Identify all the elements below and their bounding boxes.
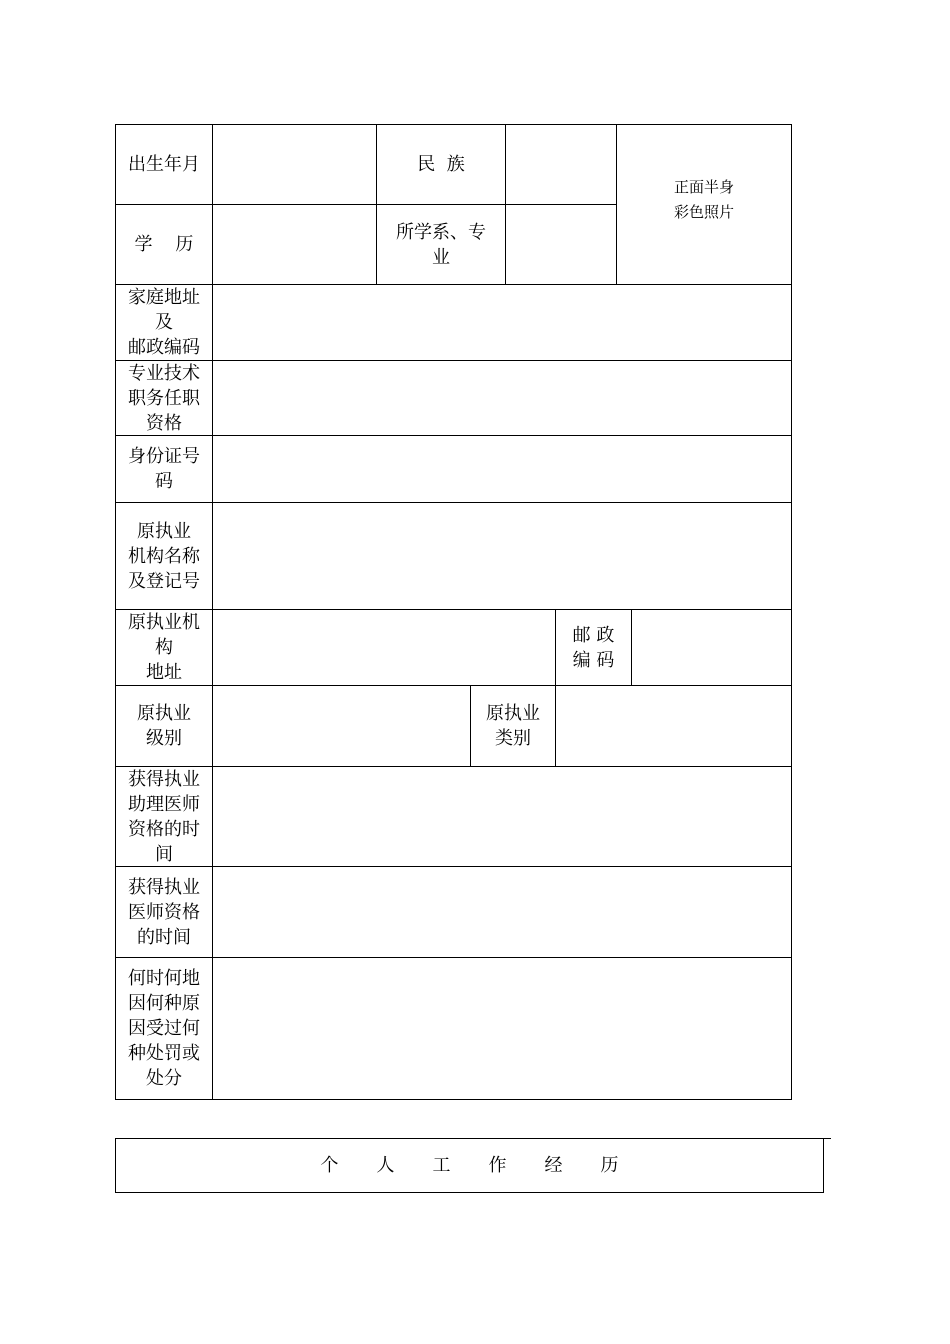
postal-code-label: 邮 政 编 码 bbox=[572, 624, 615, 671]
former-institution-field[interactable] bbox=[213, 503, 791, 609]
punishment-field[interactable] bbox=[213, 958, 791, 1099]
title-char: 工 bbox=[432, 1155, 451, 1176]
table-border-bottom bbox=[115, 1099, 792, 1100]
former-category-field[interactable] bbox=[556, 686, 791, 766]
title-char: 人 bbox=[376, 1155, 395, 1176]
physician-time-field[interactable] bbox=[213, 867, 791, 957]
former-address-field[interactable] bbox=[213, 610, 555, 685]
header-border-bottom bbox=[115, 1192, 824, 1193]
education-label: 学 历 bbox=[134, 234, 194, 255]
former-category-label: 原执业 类别 bbox=[486, 703, 540, 749]
education-field[interactable] bbox=[213, 205, 376, 284]
title-char: 个 bbox=[320, 1155, 339, 1176]
id-number-label: 身份证号 码 bbox=[128, 446, 200, 492]
punishment-label: 何时何地 因何种原 因受过何 种处罚或 处分 bbox=[128, 968, 200, 1089]
title-char: 作 bbox=[488, 1155, 507, 1176]
ethnicity-label: 民 族 bbox=[417, 154, 465, 175]
department-major-field[interactable] bbox=[506, 205, 616, 284]
assistant-physician-time-field[interactable] bbox=[213, 767, 791, 866]
work-history-title bbox=[116, 1139, 823, 1192]
professional-title-field[interactable] bbox=[213, 361, 791, 435]
id-number-field[interactable] bbox=[213, 436, 791, 502]
former-level-field[interactable] bbox=[213, 686, 470, 766]
birth-label: 出生年月 bbox=[128, 154, 200, 175]
home-address-field[interactable] bbox=[213, 285, 791, 360]
assistant-physician-time-label: 获得执业 助理医师 资格的时 间 bbox=[128, 768, 200, 865]
photo-placeholder[interactable]: 正面半身 彩色照片 bbox=[673, 177, 734, 221]
birth-field[interactable] bbox=[213, 125, 376, 204]
postal-code-field[interactable] bbox=[632, 610, 791, 685]
former-institution-label: 原执业 机构名称 及登记号 bbox=[128, 520, 200, 592]
professional-title-label: 专业技术 职务任职 资格 bbox=[128, 362, 200, 434]
title-char: 经 bbox=[544, 1155, 563, 1176]
physician-time-label: 获得执业 医师资格 的时间 bbox=[128, 876, 200, 948]
former-level-label: 原执业 级别 bbox=[137, 703, 191, 749]
former-address-label: 原执业机 构 地址 bbox=[128, 612, 200, 683]
home-address-label: 家庭地址 及 邮政编码 bbox=[128, 287, 200, 358]
title-char: 历 bbox=[600, 1155, 619, 1176]
table-border-right bbox=[791, 124, 792, 1100]
department-major-label: 所学系、专 业 bbox=[396, 221, 486, 268]
ethnicity-field[interactable] bbox=[506, 125, 616, 204]
header-border-right bbox=[823, 1138, 824, 1193]
